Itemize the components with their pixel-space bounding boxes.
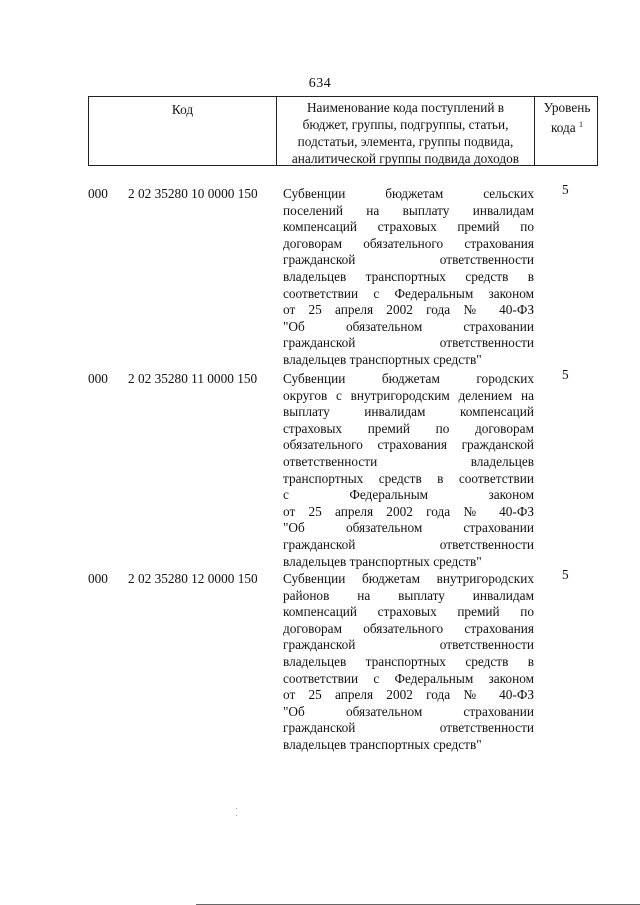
code-level: 5 xyxy=(562,367,569,382)
description-line: от 25 апреля 2002 года № 40-ФЗ xyxy=(283,687,534,703)
description-line: транспортных средств в соответствии xyxy=(283,470,534,486)
description-line: выплату инвалидам компенсаций xyxy=(283,404,534,420)
admin-code: 000 xyxy=(88,186,108,201)
header-name-line: подстатьи, элемента, группы подвида, xyxy=(297,134,514,149)
description-line: гражданской ответственности xyxy=(283,536,534,552)
description-line: владельцев транспортных средств" xyxy=(283,553,482,569)
description-line: Субвенции бюджетам городских xyxy=(283,371,534,386)
description-line: "Об обязательном страховании xyxy=(283,520,534,536)
description-line: обязательного страхования гражданской xyxy=(283,437,534,453)
revenue-description xyxy=(283,186,534,369)
description-line: гражданской ответственности xyxy=(283,720,534,736)
description-line: районов на выплату инвалидам xyxy=(283,587,534,603)
revenue-code: 2 02 35280 11 0000 150 xyxy=(128,371,258,386)
admin-code: 000 xyxy=(88,371,108,386)
description-line: владельцев транспортных средств в xyxy=(283,268,534,284)
description-line: гражданской ответственности xyxy=(283,335,534,351)
description-line: от 25 апреля 2002 года № 40-ФЗ xyxy=(283,503,534,519)
description-line: округов с внутригородским делением на xyxy=(283,387,534,403)
header-level-cell xyxy=(535,97,599,165)
revenue-description xyxy=(283,371,534,570)
header-level-label: кода xyxy=(550,120,576,135)
description-line: соответствии с Федеральным законом xyxy=(283,670,534,686)
description-line: ответственности владельцев xyxy=(283,453,534,469)
header-code-cell xyxy=(89,97,277,165)
description-line: компенсаций страховых премий по xyxy=(283,219,534,235)
description-line: владельцев транспортных средств" xyxy=(283,736,482,752)
page-number: 634 xyxy=(308,76,332,91)
description-line: страховых премий по договорам xyxy=(283,420,534,436)
admin-code: 000 xyxy=(88,571,108,586)
description-line: от 25 апреля 2002 года № 40-ФЗ xyxy=(283,302,534,318)
footnote-marker: 1 xyxy=(579,120,584,129)
header-level-line xyxy=(535,116,599,136)
description-line: договорам обязательного страхования xyxy=(283,620,534,636)
revenue-description xyxy=(283,571,534,754)
header-code-label: Код xyxy=(171,102,194,117)
description-line: Субвенции бюджетам внутригородских xyxy=(283,571,534,586)
revenue-code: 2 02 35280 10 0000 150 xyxy=(128,186,258,201)
header-name-line: бюджет, группы, подгруппы, статьи, xyxy=(302,117,509,132)
description-line: гражданской ответственности xyxy=(283,637,534,653)
revenue-code: 2 02 35280 12 0000 150 xyxy=(128,571,258,586)
header-name-cell xyxy=(277,97,535,165)
description-line: "Об обязательном страховании xyxy=(283,703,534,719)
scan-speck xyxy=(236,815,237,816)
description-line: владельцев транспортных средств в xyxy=(283,653,534,669)
header-level-line: Уровень xyxy=(543,100,591,115)
code-level: 5 xyxy=(562,567,569,582)
description-line: гражданской ответственности xyxy=(283,252,534,268)
header-name-line: Наименование кода поступлений в xyxy=(306,100,505,115)
description-line: договорам обязательного страхования xyxy=(283,235,534,251)
description-line: компенсаций страховых премий по xyxy=(283,604,534,620)
scan-speck xyxy=(236,808,237,809)
description-line: Субвенции бюджетам сельских xyxy=(283,186,534,201)
header-name-line: аналитической группы подвида доходов xyxy=(291,151,520,166)
code-level: 5 xyxy=(562,182,569,197)
table-header xyxy=(88,96,598,166)
description-line: соответствии с Федеральным законом xyxy=(283,285,534,301)
description-line: поселений на выплату инвалидам xyxy=(283,202,534,218)
description-line: владельцев транспортных средств" xyxy=(283,351,482,367)
description-line: "Об обязательном страховании xyxy=(283,318,534,334)
description-line: с Федеральным законом xyxy=(283,487,534,503)
